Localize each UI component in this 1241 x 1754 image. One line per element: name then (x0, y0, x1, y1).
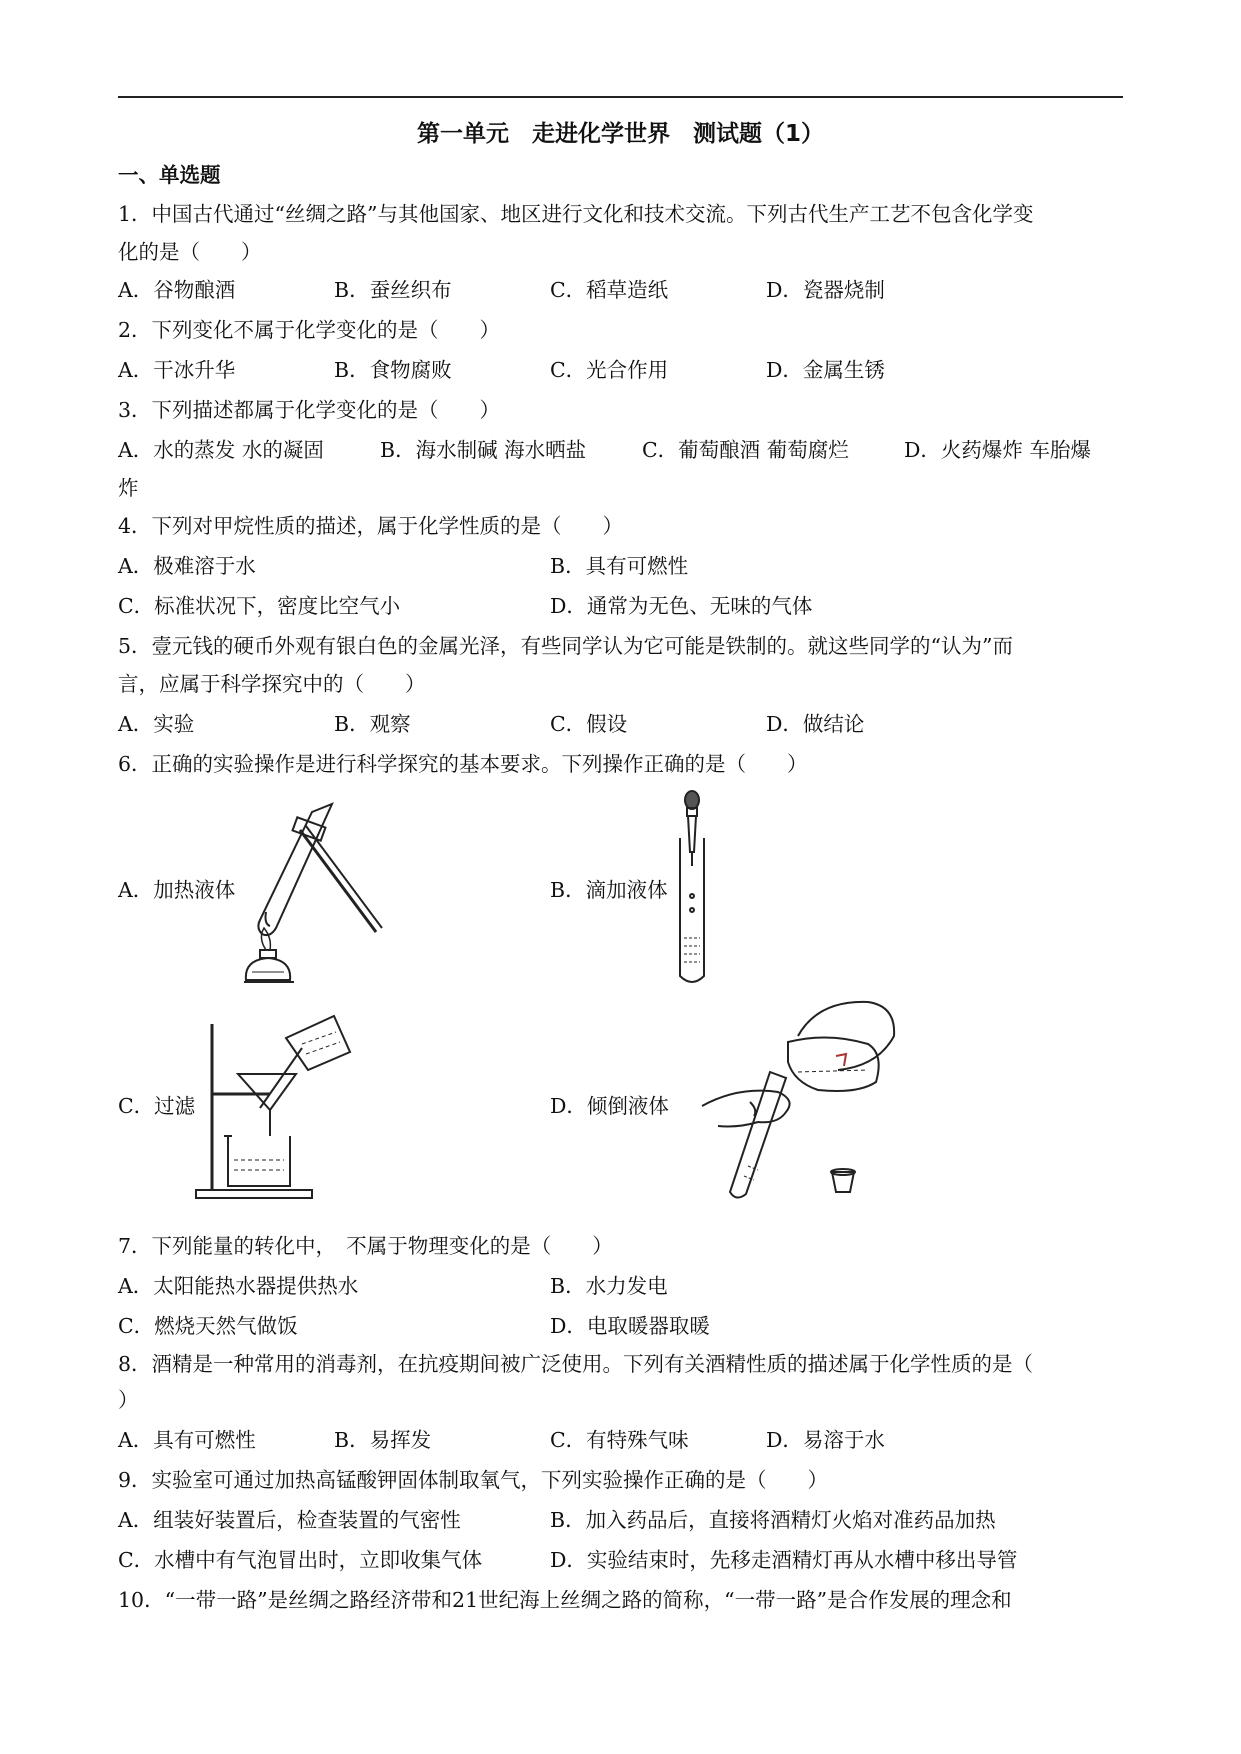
q3-option-d-wrap: 炸 (118, 476, 139, 500)
page-title: 第一单元 走进化学世界 测试题（1） (416, 121, 824, 147)
glass-rod-icon (260, 1048, 302, 1108)
q7-option-c: C．燃烧天然气做饭 (118, 1314, 298, 1338)
q7-option-b: B．水力发电 (550, 1274, 668, 1298)
q1-option-b: B．蚕丝织布 (334, 278, 452, 302)
q7-stem: 7．下列能量的转化中， 不属于物理变化的是（ ） (118, 1234, 613, 1258)
figure-pouring-liquid (678, 996, 908, 1206)
q8-option-a: A．具有可燃性 (118, 1428, 256, 1452)
q4-option-b: B．具有可燃性 (550, 554, 689, 578)
header-rule (118, 96, 1123, 98)
q3-stem: 3．下列描述都属于化学变化的是（ ） (118, 398, 501, 422)
q5-option-d: D．做结论 (766, 712, 865, 736)
q6-option-b: B．滴加液体 (550, 878, 668, 902)
test-tube-holder-icon (293, 817, 382, 932)
beaker-icon (224, 1136, 290, 1186)
q4-stem: 4．下列对甲烷性质的描述，属于化学性质的是（ ） (118, 514, 624, 538)
bottle-stopper-icon (831, 1169, 855, 1192)
q3-option-b: B．海水制碱 海水晒盐 (380, 438, 587, 462)
q8-option-d: D．易溶于水 (766, 1428, 885, 1452)
q6-option-c: C．过滤 (118, 1094, 196, 1118)
figure-heating-liquid (236, 800, 396, 990)
q9-stem: 9．实验室可通过加热高锰酸钾固体制取氧气，下列实验操作正确的是（ ） (118, 1468, 829, 1492)
funnel-icon (238, 1074, 296, 1136)
q3-option-a: A．水的蒸发 水的凝固 (118, 438, 324, 462)
figure-filtration (190, 1010, 370, 1204)
pouring-beaker-icon (286, 1016, 350, 1070)
q2-option-b: B．食物腐败 (334, 358, 452, 382)
q5-option-b: B．观察 (334, 712, 411, 736)
q7-option-a: A．太阳能热水器提供热水 (118, 1274, 359, 1298)
q4-option-d: D．通常为无色、无味的气体 (550, 594, 813, 618)
q7-option-d: D．电取暖器取暖 (550, 1314, 710, 1338)
hand-icon (702, 1002, 894, 1127)
q6-option-d: D．倾倒液体 (550, 1094, 669, 1118)
q10-stem: 10．“一带一路”是丝绸之路经济带和21世纪海上丝绸之路的简称，“一带一路”是合作发展的理念和 (118, 1588, 1012, 1612)
q5-stem-line1: 5．壹元钱的硬币外观有银白色的金属光泽，有些同学认为它可能是铁制的。就这些同学的“认为”而 (118, 634, 1014, 658)
q1-stem-line1: 1．中国古代通过“丝绸之路”与其他国家、地区进行文化和技术交流。下列古代生产工艺不包含化学变 (118, 202, 1034, 226)
q9-option-b: B．加入药品后，直接将酒精灯火焰对准药品加热 (550, 1508, 996, 1532)
section-heading: 一、单选题 (118, 163, 221, 187)
q2-stem: 2．下列变化不属于化学变化的是（ ） (118, 318, 501, 342)
flame-icon (261, 928, 270, 950)
q6-stem: 6．正确的实验操作是进行科学探究的基本要求。下列操作正确的是（ ） (118, 752, 808, 776)
alcohol-lamp-icon (244, 950, 294, 982)
q5-option-c: C．假设 (550, 712, 628, 736)
q8-option-b: B．易挥发 (334, 1428, 432, 1452)
q3-option-c: C．葡萄酿酒 葡萄腐烂 (642, 438, 849, 462)
q9-option-d: D．实验结束时，先移走酒精灯再从水槽中移出导管 (550, 1548, 1018, 1572)
q8-option-c: C．有特殊气味 (550, 1428, 689, 1452)
q1-option-d: D．瓷器烧制 (766, 278, 885, 302)
q4-option-a: A．极难溶于水 (118, 554, 256, 578)
q4-option-c: C．标准状况下，密度比空气小 (118, 594, 401, 618)
q1-option-a: A．谷物酿酒 (118, 278, 236, 302)
q2-option-a: A．干冰升华 (118, 358, 236, 382)
dropper-icon (685, 791, 699, 866)
q3-option-d: D．火药爆炸 车胎爆 (904, 438, 1091, 462)
q9-option-c: C．水槽中有气泡冒出时，立即收集气体 (118, 1548, 483, 1572)
q9-option-a: A．组装好装置后，检查装置的气密性 (118, 1508, 461, 1532)
q8-stem-line2: ） (118, 1388, 139, 1412)
q5-option-a: A．实验 (118, 712, 195, 736)
q8-stem-line1: 8．酒精是一种常用的消毒剂，在抗疫期间被广泛使用。下列有关酒精性质的描述属于化学性质的是（ (118, 1352, 1034, 1376)
q1-stem-line2: 化的是（ ） (118, 240, 262, 264)
q5-stem-line2: 言，应属于科学探究中的（ ） (118, 672, 426, 696)
q2-option-c: C．光合作用 (550, 358, 669, 382)
q1-option-c: C．稻草造纸 (550, 278, 669, 302)
q6-option-a: A．加热液体 (118, 878, 236, 902)
figure-dropping-liquid (676, 790, 716, 990)
q2-option-d: D．金属生锈 (766, 358, 885, 382)
